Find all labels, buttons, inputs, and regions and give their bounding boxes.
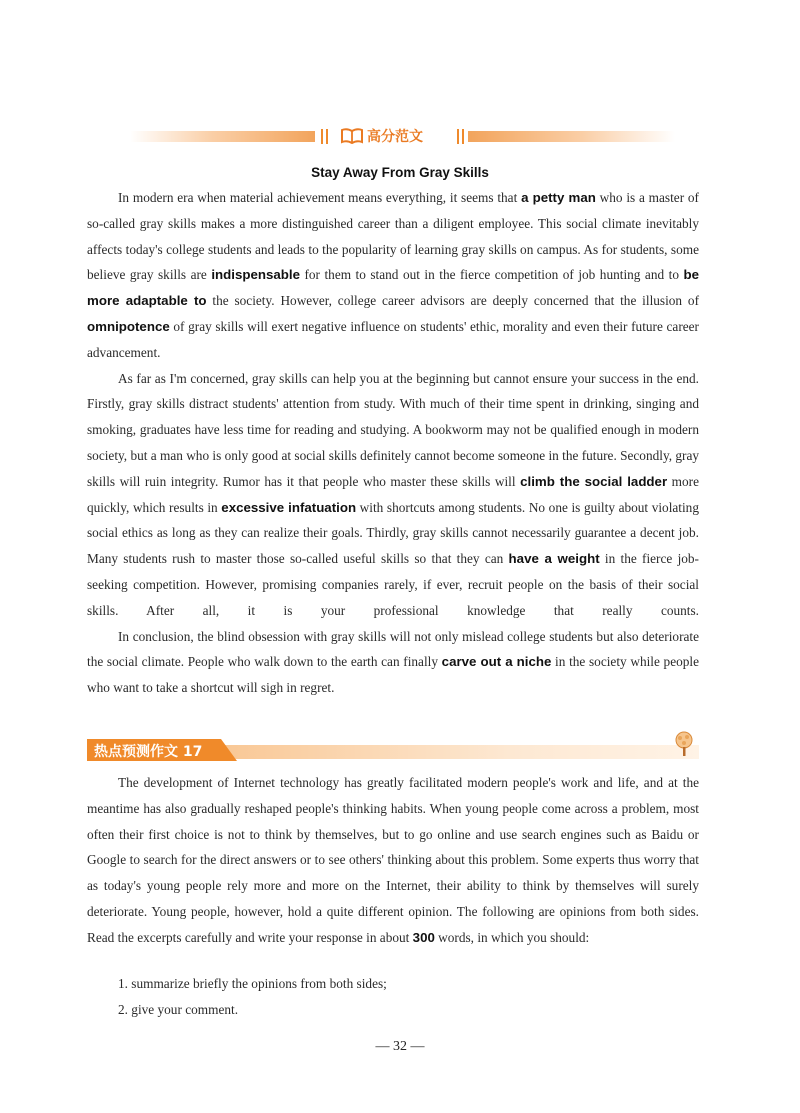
keyword-phrase: excessive infatuation [221,499,357,515]
open-book-icon [341,128,363,144]
section-banner [87,739,699,761]
section-label: 热点预测作文 17 [94,744,203,760]
keyword-phrase: omnipotence [87,318,170,334]
prompt-list-item-1: 1. summarize briefly the opinions from both sides; [118,976,387,991]
essay-body [87,185,699,701]
header-divider-right [457,129,464,144]
keyword-phrase: have a weight [508,551,600,567]
text-run: for them to stand out in the fierce competition of job hunting and to [299,267,684,283]
keyword-phrase: climb the social ladder [520,473,668,489]
text-run: words, in which you should: [434,929,590,945]
header-gradient-left [130,131,315,142]
header-divider-left [321,129,328,144]
text-run: in the fierce job-seeking competition. However, promising companies rarely, if ever, recruit people on the basis of their social skills. After all, it is your professional knowledge that really counts. [87,551,699,618]
text-run: The development of Internet technology has greatly facilitated modern people's work and life, and at the meantime has also gradually reshaped people's thinking habits. When young people come across a problem, most often their first choice is not to think by themselves, but to go online and use search engines such as Baidu or Google to search for the direct answers or to see others' thinking about this problem. Some experts thus worry that as today's young people rely more and more on the Internet, their ability to think by themselves will surely deteriorate. Young people, however, hold a quite different opinion. The following are opinions from both sides. Read the excerpts carefully and write your response in about [87,775,699,945]
text-run: more quickly, which results in [87,473,700,515]
keyword-phrase: 300 [412,929,435,945]
text-run: As far as I'm concerned, gray skills can help you at the beginning but cannot ensure your success in the end. Firstly, gray skills distract students' attention from study. With much of their time spent in drinking, singing and smoking, graduates have less time for reading and studying. A bookworm may not be qualified enough in modern society, but a man who is only good at social skills definitely cannot become someone in the future. Secondly, gray skills will ruin integrity. Rumor has it that people who master these skills will [87,370,700,489]
essay-title: Stay Away From Gray Skills [311,165,489,180]
prompt-list-item-2: 2. give your comment. [118,1002,239,1017]
section-header-band [130,127,675,147]
essay-paragraph-3 [87,624,699,701]
text-run: the society. However, college career advisors are deeply concerned that the illusion of [206,293,699,309]
text-run: in the society while people who want to take a shortcut will sigh in regret. [87,654,700,696]
keyword-phrase: indispensable [211,267,300,283]
essay-paragraph-1 [87,185,699,366]
essay-paragraph-2 [87,366,699,624]
page-number: — 32 — [375,1039,425,1054]
banner-strip [225,745,699,759]
header-gradient-right [468,131,675,142]
keyword-phrase: a petty man [521,190,596,205]
header-section-label: 高分范文 [367,129,423,145]
keyword-phrase: carve out a niche [441,654,552,670]
text-run: with shortcuts among students. No one is guilty about violating social ethics as long as they can realize their goals. Thirdly, gray skills cannot necessarily guarantee a decent job. Many students rush to master those so-called useful skills so that they can [87,499,699,567]
text-run: who is a master of so-called gray skills makes a more distinguished career than a diligent employee. This social climate inevitably affects today's college students and leads to the popularity of learning gray skills on campus. As for students, some believe gray skills are [87,190,699,283]
prompt-body [87,770,699,951]
text-run: In modern era when material achievement means everything, it seems that [118,190,522,205]
header-title [341,125,423,147]
text-run: of gray skills will exert negative influence on students' ethic, morality and even their future career advancement. [87,318,699,360]
tree-icon [673,731,695,757]
prompt-paragraph [87,770,699,951]
text-run: In conclusion, the blind obsession with gray skills will not only mislead college students but also deteriorate the social climate. People who walk down to the earth can finally [87,628,699,670]
keyword-phrase: be more adaptable to [87,267,699,309]
